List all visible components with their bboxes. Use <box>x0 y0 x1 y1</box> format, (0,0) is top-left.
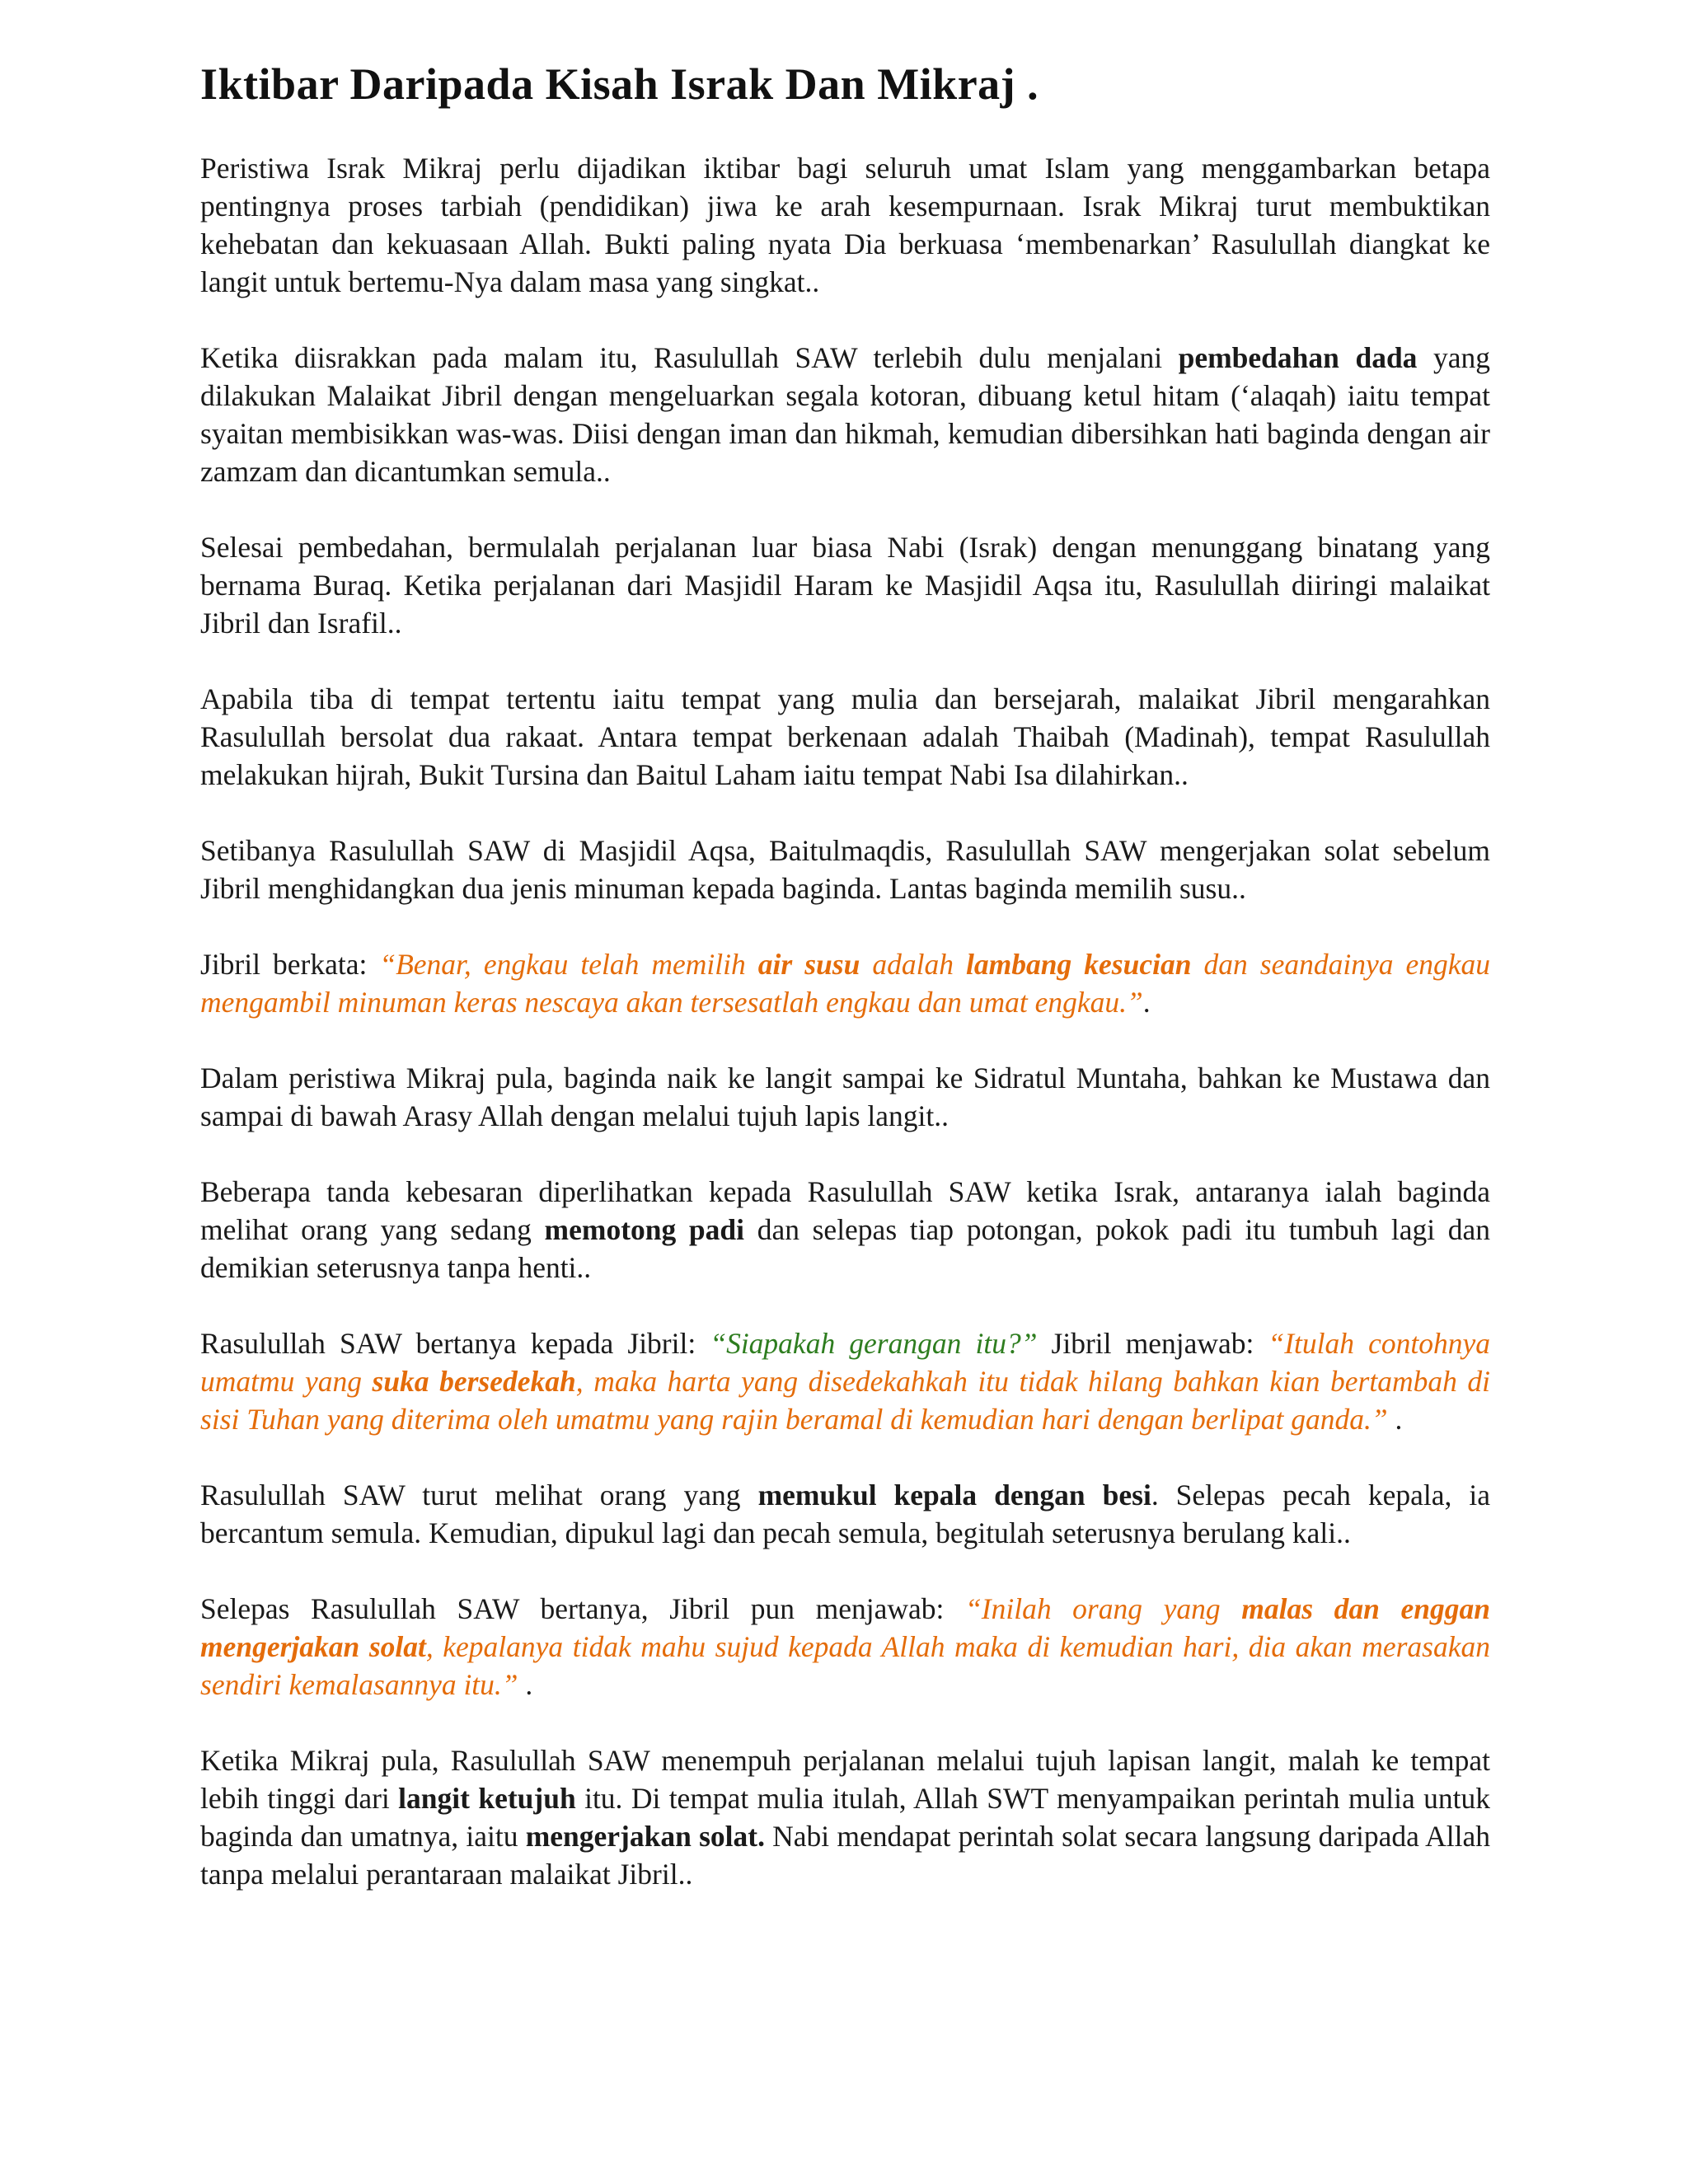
bold-text: langit ketujuh <box>398 1781 576 1815</box>
quote-bold-text: malas dan enggan mengerjakan solat <box>200 1591 1490 1663</box>
bold-text: mengerjakan solat. <box>525 1819 765 1853</box>
text: Nabi mendapat perintah solat secara langsung daripada Allah tanpa melalui perantaraan malaikat Jibril.. <box>200 1819 1490 1891</box>
bold-text: memukul kepala dengan besi <box>757 1478 1151 1511</box>
document-page <box>200 58 1490 1931</box>
paragraph-bersedekah <box>200 1324 1490 1438</box>
paragraph-malas-solat <box>200 1590 1490 1704</box>
text: itu. Di tempat mulia itulah, Allah SWT menyampaikan perintah mulia untuk baginda dan umatnya, iaitu <box>200 1781 1490 1853</box>
paragraph-mikraj: Dalam peristiwa Mikraj pula, baginda naik ke langit sampai ke Sidratul Muntaha, bahkan ke Mustawa dan sampai di bawah Arasy Allah dengan melalui tujuh lapis langit.. <box>200 1061 1490 1132</box>
paragraph-israk-buraq: Selesai pembedahan, bermulalah perjalanan luar biasa Nabi (Israk) dengan menunggang binatang yang bernama Buraq. Ketika perjalanan dari Masjidil Haram ke Masjidil Aqsa itu, Rasulullah diiringi malaikat Jibril dan Israfil.. <box>200 530 1490 640</box>
text: Ketika Mikraj pula, Rasulullah SAW menempuh perjalanan melalui tujuh lapisan langit, malah ke tempat lebih tinggi dari <box>200 1743 1490 1815</box>
text: Rasulullah SAW bertanya kepada Jibril: <box>200 1326 710 1360</box>
quote-text: , maka harta yang disedekahkah itu tidak hilang bahkan kian bertambah di sisi Tuhan yang diterima oleh umatmu yang rajin beramal di kemudian hari dengan berlipat ganda.” <box>200 1364 1490 1436</box>
quote-text: , kepalanya tidak mahu sujud kepada Allah maka di kemudian hari, dia akan merasakan sendiri kemalasannya itu.” <box>200 1629 1490 1701</box>
quote <box>200 948 1490 1019</box>
paragraph-intro: Peristiwa Israk Mikraj perlu dijadikan iktibar bagi seluruh umat Islam yang menggambarkan betapa pentingnya proses tarbiah (pendidikan) jiwa ke arah kesempurnaan. Israk Mikraj turut membuktikan kehebatan dan kekuasaan Allah. Bukti paling nyata Dia berkuasa ‘membenarkan’ Rasulullah diangkat ke langit untuk bertemu-Nya dalam masa yang singkat.. <box>200 151 1490 298</box>
quote-text: “Itulah contohnya umatmu yang <box>200 1326 1490 1398</box>
text: yang dilakukan Malaikat Jibril dengan mengeluarkan segala kotoran, dibuang ketul hitam (‘alaqah) iaitu tempat syaitan membisikkan was-was. Diisi dengan iman dan hikmah, kemudian dibersihkan hati baginda dengan air zamzam dan dicantumkan semula.. <box>200 340 1490 488</box>
text: Jibril berkata: <box>200 947 380 981</box>
paragraph-jibril-berkata <box>200 945 1490 1021</box>
quote-text: “Benar, engkau telah memilih <box>379 947 758 981</box>
text: Beberapa tanda kebesaran diperlihatkan kepada Rasulullah SAW ketika Israk, antaranya ialah baginda melihat orang yang sedang <box>200 1174 1490 1246</box>
text: Rasulullah SAW turut melihat orang yang <box>200 1478 758 1511</box>
text: dan selepas tiap potongan, pokok padi itu tumbuh lagi dan demikian seterusnya tanpa henti.. <box>200 1212 1490 1284</box>
quote-text: dan seandainya engkau mengambil minuman keras nescaya akan tersesatlah engkau dan umat engkau.” <box>200 947 1491 1019</box>
quote-text: “Inilah orang yang <box>965 1591 1242 1625</box>
text: Ketika diisrakkan pada malam itu, Rasulullah SAW terlebih dulu menjalani <box>200 340 1179 374</box>
paragraph-perintah-solat <box>200 1741 1490 1893</box>
text: Jibril menjawab: <box>1037 1326 1268 1360</box>
paragraph-pembedahan <box>200 339 1490 490</box>
quote-bold-text: suka bersedekah <box>372 1364 576 1398</box>
quote-bold-text: lambang kesucian <box>966 947 1192 981</box>
text: Selepas Rasulullah SAW bertanya, Jibril pun menjawab: <box>200 1591 966 1625</box>
paragraph-solat-dua-rakaat: Apabila tiba di tempat tertentu iaitu tempat yang mulia dan bersejarah, malaikat Jibril mengarahkan Rasulullah bersolat dua rakaat. Antara tempat berkenaan adalah Thaibah (Madinah), tempat Rasulullah melakukan hijrah, Bukit Tursina dan Baitul Laham iaitu tempat Nabi Isa dilahirkan.. <box>200 682 1490 791</box>
quote-text: adalah <box>860 947 967 981</box>
paragraph-masjidil-aqsa: Setibanya Rasulullah SAW di Masjidil Aqsa, Baitulmaqdis, Rasulullah SAW mengerjakan solat sebelum Jibril menghidangkan dua jenis minuman kepada baginda. Lantas baginda memilih susu.. <box>200 833 1490 905</box>
text: . <box>1142 985 1151 1019</box>
bold-text: pembedahan dada <box>1178 340 1418 374</box>
text: . <box>1387 1402 1403 1436</box>
document-title: Iktibar Daripada Kisah Israk Dan Mikraj . <box>200 59 1039 109</box>
quote-bold-text: air susu <box>757 947 860 981</box>
paragraph-memotong-padi <box>200 1173 1490 1286</box>
quote-green: “Siapakah gerangan itu?” <box>710 1326 1038 1360</box>
bold-text: memotong padi <box>544 1212 745 1246</box>
paragraph-memukul-kepala <box>200 1476 1490 1552</box>
text: . Selepas pecah kepala, ia bercantum semula. Kemudian, dipukul lagi dan pecah semula, begitulah seterusnya berulang kali.. <box>200 1478 1490 1549</box>
text: . <box>518 1667 533 1701</box>
